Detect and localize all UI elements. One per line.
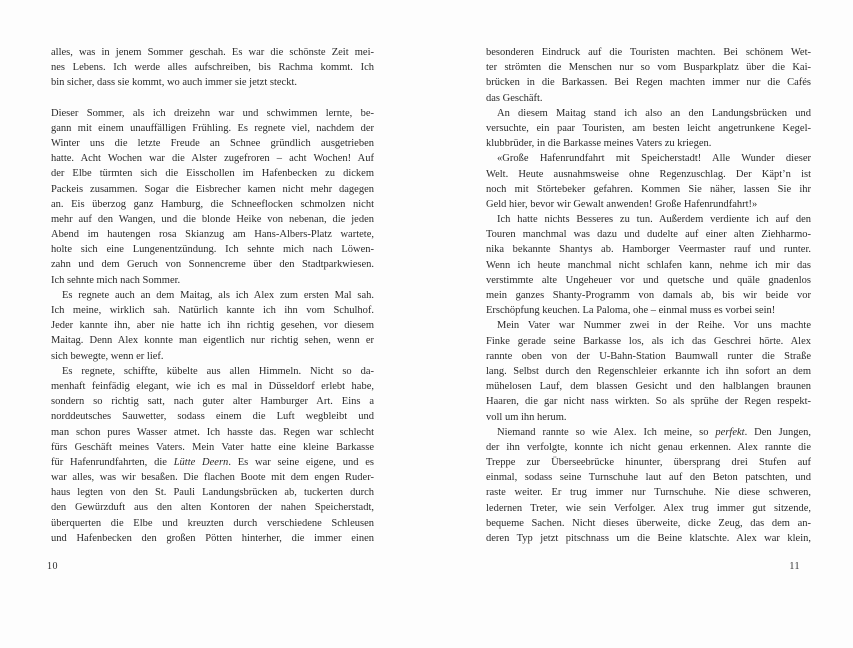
text-line (486, 485, 811, 500)
text-segment: der Elbe türmten sich die Eisschollen im Hafenbecken zu dickem (51, 168, 374, 180)
text-segment: der ihn verfolgte, konnte ich nicht genau erkennen. Alex rannte die (486, 441, 811, 453)
text-line (486, 379, 811, 394)
text-segment: Finke gerade seine Barkasse los, als ich das Geschrei hörte. Alex (486, 335, 811, 347)
text-segment: Es regnete, schiffte, kübelte aus allen Himmeln. Nicht so da- (62, 365, 374, 377)
left-page-number: 10 (47, 561, 58, 572)
text-line (51, 151, 374, 166)
text-line (486, 516, 811, 531)
text-segment: verstimmte alte Ungeheuer vor und quetsche und quäle gnadenlos (486, 274, 811, 286)
paragraph (486, 318, 811, 424)
text-line (51, 470, 374, 485)
text-segment: mein ganzes Shanty-Programm von damals ab, bis wir beide vor (486, 290, 811, 301)
text-line (51, 136, 374, 151)
text-segment: Touren manchmal was dazu und dudelte auf einer alten Ziehharmo- (486, 229, 811, 241)
text-segment: versuchte, ein paar Touristen, am besten leicht angetrunkene Kegel- (486, 122, 811, 134)
text-segment: besonderen Eindruck auf die Touristen machten. Bei schönem Wet- (486, 47, 811, 58)
text-line (51, 75, 374, 90)
text-line (51, 349, 374, 364)
text-segment: . Den Jungen, (744, 426, 811, 438)
text-segment: ter strömten die Menschen nur so vom Busparkplatz über die Kai- (486, 62, 811, 74)
text-segment: Es regnete auch an dem Maitag, als ich Alex zum ersten Mal sah. (62, 289, 374, 301)
text-segment: Erschöpfung keuchen. La Paloma, ohe – einmal muss es vorbei sein! (486, 305, 776, 317)
text-line (486, 364, 811, 379)
text-segment: klubbrüder, in die Barkasse meines Vaters zu kriegen. (486, 138, 712, 150)
text-line (486, 501, 811, 516)
text-segment: holte sich eine Lungenentzündung. Ich sehnte mich nach Löwen- (51, 244, 374, 256)
text-segment: für Hafenrundfahrten, die (51, 456, 174, 468)
text-line (486, 410, 811, 425)
text-line (51, 45, 374, 60)
text-segment: Dieser Sommer, als ich dreizehn war und schwimmen lernte, be- (51, 107, 374, 119)
text-segment: Abend im hautengen rosa Skianzug am Hans-Albers-Platz wartete, (51, 229, 374, 241)
text-line (51, 455, 374, 470)
text-line (51, 379, 374, 394)
text-segment: deren Typ jetzt pitschnass um die Beine klatschte. Alex war klein, (486, 533, 811, 544)
text-segment: alles, was in jenem Sommer geschah. Es war die schönste Zeit mei- (51, 47, 374, 58)
text-segment: Mein Vater war Nummer zwei in der Reihe. Vor uns machte (497, 320, 811, 332)
text-line (486, 106, 811, 121)
text-line (486, 136, 811, 151)
text-segment: überquerten die Elbe und kreuzten durch verschiedene Schleusen (51, 517, 374, 529)
text-line (486, 227, 811, 242)
text-line (486, 318, 811, 333)
text-line (486, 425, 811, 440)
text-segment: Niemand rannte so wie Alex. Ich meine, so (497, 426, 716, 438)
text-line (51, 273, 374, 288)
text-segment: gann mit einem unauffälligen Frühling. Es regnete viel, nachdem der (51, 122, 374, 134)
text-segment: mehr auf den Wangen, und die blonde Heike von nebenan, die jeden (51, 213, 374, 225)
text-segment: bequeme Sachen. Nicht dieses überweite, dicke Zeug, das dem an- (486, 517, 811, 529)
text-segment: raste weiter. Er trug immer nur Turnschuhe. Nie diese schweren, (486, 487, 811, 499)
text-segment: Ich sehnte mich nach Sommer. (51, 274, 181, 286)
text-segment: einmal, sodass seine Turnschuhe laut auf den Beton patschten, und (486, 472, 811, 484)
text-line (486, 258, 811, 273)
text-line (51, 182, 374, 197)
paragraph (486, 212, 811, 318)
text-segment: norddeutsches Sauwetter, sodass einem die Luft wegbleibt und (51, 411, 374, 423)
text-segment: Welt. Heute ausnahmsweise ohne Regenzuschlag. Der Käpt’n ist (486, 168, 811, 180)
text-line (486, 334, 811, 349)
text-segment: Wenn ich heute manchmal nicht schlafen kann, nehme ich mir das (486, 259, 811, 271)
paragraph (486, 151, 811, 212)
text-line (51, 531, 374, 546)
text-segment: brücken in die Barkassen. Bei Regen machten immer nur die Cafés (486, 77, 811, 89)
paragraph (486, 106, 811, 152)
text-segment: hatte. Acht Wochen war die Alster zugefroren – acht Wochen! Auf (51, 153, 374, 165)
text-line (51, 60, 374, 75)
text-segment: und Hafenbecken den großen Pötten hinterher, die immer einen (51, 532, 374, 544)
paragraph (51, 45, 374, 91)
text-segment: nika bekannte Shantys ab. Hamborger Veermaster rauf und runter. (486, 244, 811, 256)
italic-text: Lütte Deern (173, 456, 229, 468)
text-line (486, 197, 811, 212)
text-segment: an. Eis überzog ganz Hamburg, die Schneeflocken schmolzen nicht (51, 198, 374, 210)
text-line (486, 182, 811, 197)
paragraph (51, 106, 374, 288)
text-segment: Ich hatte nichts Besseres zu tun. Außerdem verdiente ich auf den (497, 214, 811, 226)
text-line (486, 288, 811, 303)
right-page-number: 11 (789, 561, 800, 572)
text-line (486, 121, 811, 136)
paragraph (486, 45, 811, 106)
text-line (486, 394, 811, 409)
text-segment: Jeder kannte ihn, aber nie hatte ich ihn richtig gesehen, vor diesem (51, 320, 374, 332)
text-line (486, 91, 811, 106)
text-line (51, 485, 374, 500)
text-line (51, 394, 374, 409)
text-line (486, 151, 811, 166)
text-line (51, 516, 374, 531)
text-line (51, 364, 374, 379)
text-segment: mühelosen Lauf, dem blassen Gesicht und den halblangen braunen (486, 381, 811, 393)
text-segment: sondern so richtig satt, nach guter alter Hamburger Art. Eins a (51, 396, 374, 408)
paragraph (51, 288, 374, 364)
text-line (51, 197, 374, 212)
text-segment: Packeis zusammen. Sogar die Eisbrecher kamen nicht mehr dagegen (51, 183, 374, 195)
text-line (51, 288, 374, 303)
text-line (51, 227, 374, 242)
text-segment: lang. Selbst durch den Regenschleier erkannte ich ihn sofort an dem (486, 365, 811, 377)
left-page-text (51, 45, 374, 546)
text-line (51, 409, 374, 424)
text-segment: haus legten von den St. Pauli Landungsbrücken ab, tuckerten durch (51, 487, 374, 499)
text-line (51, 333, 374, 348)
text-segment: den Gewürzduft aus den alten Kontoren der nahen Speicherstadt, (51, 502, 374, 514)
text-segment: voll um ihn herum. (486, 411, 567, 423)
text-segment: fürs Geschäft meines Vaters. Mein Vater hatte eine kleine Barkasse (51, 441, 374, 453)
text-line (486, 45, 811, 60)
text-line (51, 106, 374, 121)
text-line (51, 242, 374, 257)
text-segment: das Geschäft. (486, 92, 543, 104)
text-line (51, 212, 374, 227)
text-segment: Haaren, die gar nicht nass wirkten. So als sprühe der Regen respekt- (486, 396, 811, 408)
text-line (51, 257, 374, 272)
text-segment: zahn und dem Geruch von Sonnencreme über den Stadtparkwiesen. (51, 259, 374, 271)
italic-text: perfekt (715, 426, 745, 438)
text-line (486, 440, 811, 455)
text-line (486, 531, 811, 546)
text-segment: Winter uns die letzte Freude an Schnee gründlich ausgetrieben (51, 137, 374, 149)
text-line (51, 303, 374, 318)
text-segment: man schon pures Wasser atmet. Ich hasste das. Regen war schlecht (51, 426, 374, 438)
text-segment: bin sicher, dass sie kommt, wo auch immer sie jetzt steckt. (51, 77, 297, 89)
text-segment: «Große Hafenrundfahrt mit Speicherstadt! Alle Wunder dieser (497, 153, 811, 165)
text-line (51, 500, 374, 515)
text-segment: . Es war seine eigene, und es (228, 456, 374, 468)
text-segment: Maitag. Denn Alex konnte man eigentlich nur richtig sehen, wenn er (51, 335, 374, 347)
text-segment: ledernen Treter, wie sein Verfolger. Alex trug immer gut sitzende, (486, 502, 811, 514)
text-line (51, 425, 374, 440)
text-segment: An diesem Maitag stand ich also an den Landungsbrücken und (497, 107, 811, 119)
text-line (486, 303, 811, 318)
text-segment: Treppe zur Überseebrücke hinunter, übersprang drei Stufen auf (486, 457, 811, 469)
text-line (51, 318, 374, 333)
text-line (51, 121, 374, 136)
text-line (486, 349, 811, 364)
text-line (486, 167, 811, 182)
text-segment: sich bewegte, wenn er lief. (51, 350, 164, 362)
text-segment: Geld hier, bevor wir Gewalt anwenden! Große Hafenrundfahrt!» (486, 198, 758, 210)
text-line (486, 470, 811, 485)
text-line (486, 212, 811, 227)
paragraph (51, 364, 374, 546)
text-segment: nes Lebens. Ich werde alles aufschreiben, bis Rachma kommt. Ich (51, 62, 374, 74)
text-segment: Ich meine, wirklich sah. Natürlich kannte ich ihn vom Schulhof. (51, 305, 374, 316)
text-segment: war alles, was wir besaßen. Die flachen Boote mit dem engen Ruder- (51, 472, 374, 484)
text-line (486, 242, 811, 257)
paragraph (486, 425, 811, 547)
right-page-text (486, 45, 811, 546)
text-segment: rannte oben von der U-Bahn-Station Baumwall runter die Straße (486, 350, 811, 362)
text-line (486, 75, 811, 90)
text-line (51, 166, 374, 181)
text-line (51, 440, 374, 455)
text-line (486, 273, 811, 288)
text-line (486, 60, 811, 75)
text-line (486, 455, 811, 470)
text-segment: noch mit Störtebeker gefahren. Kommen Sie näher, lassen Sie ihr (486, 183, 811, 195)
text-segment: menhaft feinfädig elegant, wie ich es mal in Düsseldorf erlebt habe, (51, 380, 374, 392)
